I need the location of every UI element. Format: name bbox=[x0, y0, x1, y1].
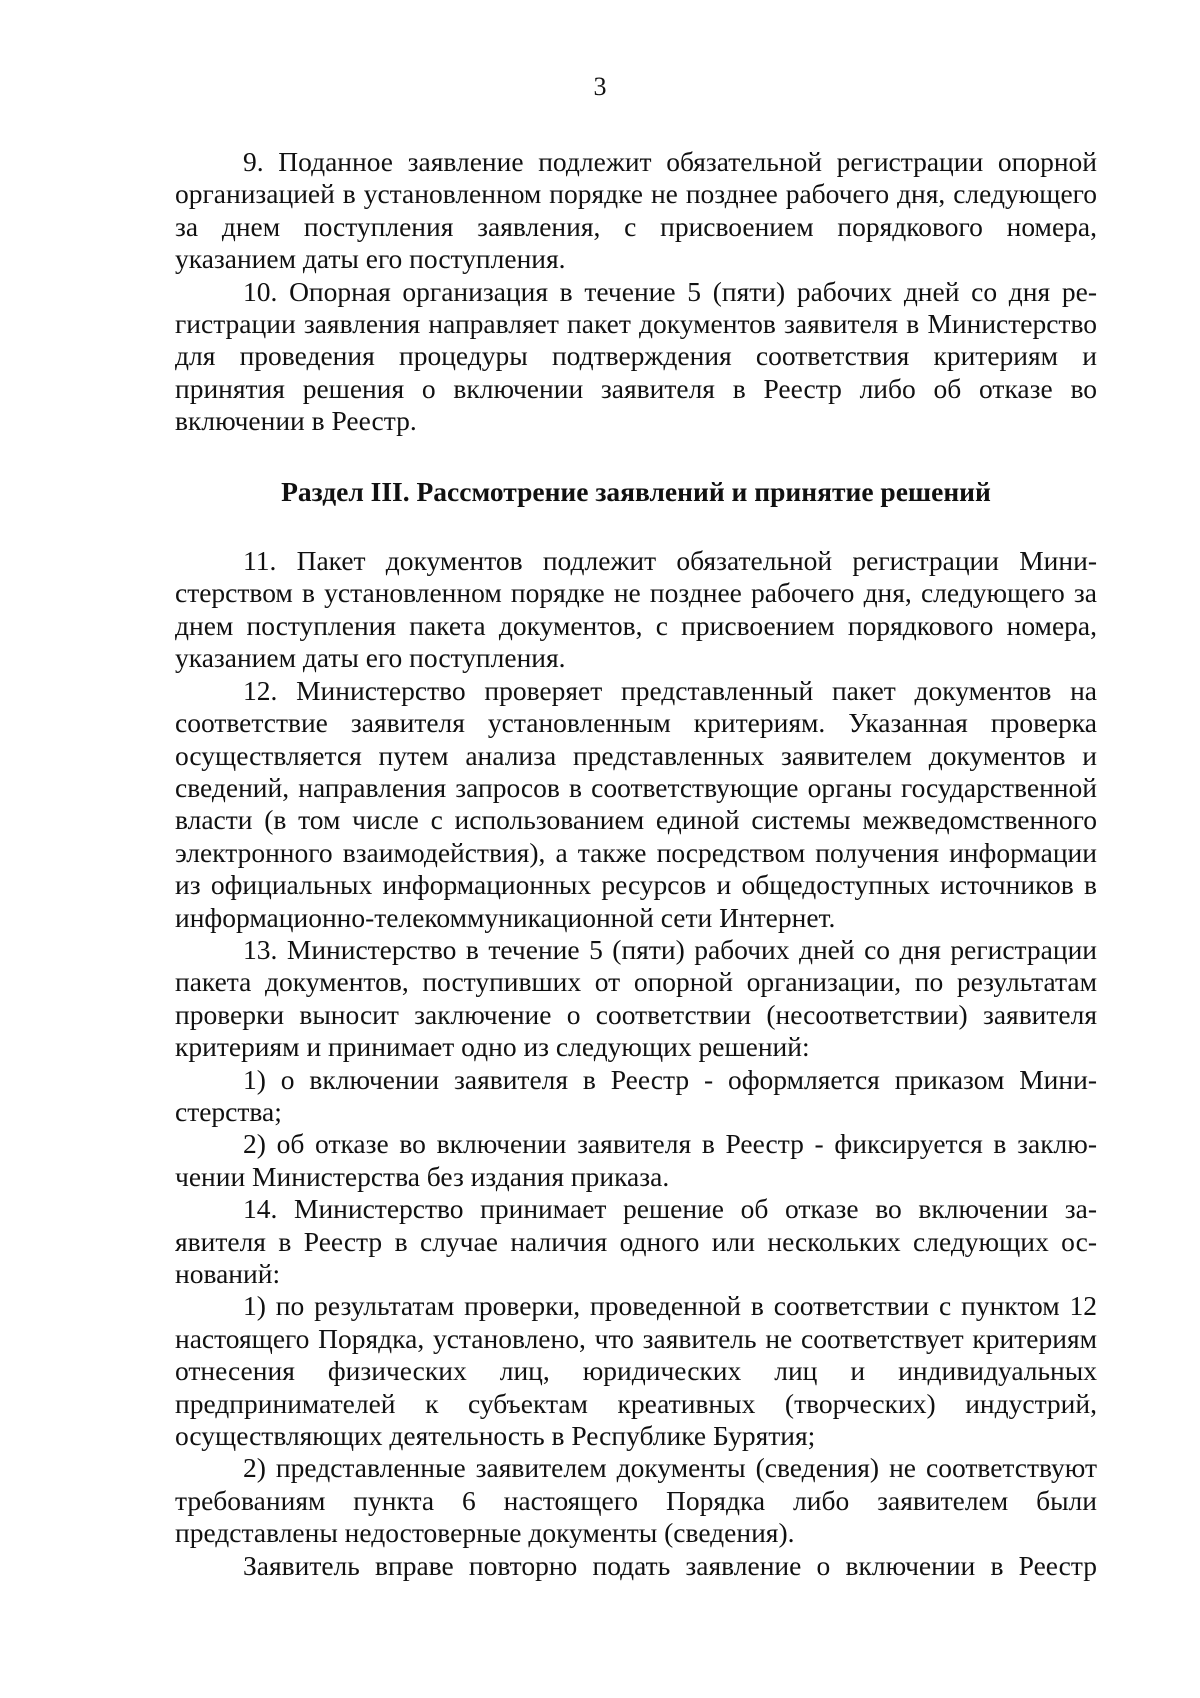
paragraph-13: 13. Министерство в течение 5 (пяти) рабочих дней со дня регистрации пакета документов, поступивших от опорной организации, по результатам проверки выносит заключение о соответствии (несоответствии) заявителя критериям и принимает одно из следующих решений: bbox=[175, 933, 1097, 1063]
paragraph-9: 9. Поданное заявление подлежит обязательной регистрации опорной организацией в установленном порядке не позднее рабочего дня, следующего за днем поступления заявления, с присвоением порядкового номера, указанием даты его поступления. bbox=[175, 146, 1097, 275]
paragraph-12: 12. Министерство проверяет представленный пакет документов на соответствие заявителя установленным критериям. Указанная проверка осуществляется путем анализа представленных заявителем документов и сведений, направления запросов в соответствующие органы государственной власти (в том числе с использованием единой системы межведомственного электронного взаимодействия), а также посредством получения информации из официальных информационных ресурсов и общедоступных источников в информационно-телекоммуникационной сети Интернет. bbox=[175, 674, 1097, 933]
paragraph-13-item-2: 2) об отказе во включении заявителя в Реестр - фиксируется в заключении Министерства без издания приказа. bbox=[175, 1128, 1097, 1192]
paragraph-14: 14. Министерство принимает решение об отказе во включении заявителя в Реестр в случае наличия одного или нескольких следующих оснований: bbox=[175, 1193, 1097, 1289]
document-body bbox=[175, 146, 1097, 1582]
section-heading: Раздел III. Рассмотрение заявлений и принятие решений bbox=[281, 475, 991, 507]
page-number: 3 bbox=[593, 72, 607, 101]
paragraph-14-item-2: 2) представленные заявителем документы (сведения) не соответствуют требованиям пункта 6 настоящего Порядка либо заявителем были представлены недостоверные документы (сведения). bbox=[175, 1452, 1097, 1549]
paragraph-14-item-1: 1) по результатам проверки, проведенной в соответствии с пунктом 12 настоящего Порядка, установлено, что заявитель не соответствует критериям отнесения физических лиц, юридических лиц и индивидуальных предпринимателей к субъектам креативных (творческих) индустрий, осуществляющих деятельность в Республике Бурятия; bbox=[175, 1290, 1097, 1452]
paragraph-11: 11. Пакет документов подлежит обязательной регистрации Министерством в установленном порядке не позднее рабочего дня, следующего за днем поступления пакета документов, с присвоением порядкового номера, указанием даты его поступления. bbox=[175, 545, 1097, 674]
paragraph-10: 10. Опорная организация в течение 5 (пяти) рабочих дней со дня регистрации заявления направляет пакет документов заявителя в Министерство для проведения процедуры подтверждения соответствия критериям и принятия решения о включении заявителя в Реестр либо об отказе во включении в Реестр. bbox=[175, 275, 1097, 437]
paragraph-13-item-1: 1) о включении заявителя в Реестр - оформляется приказом Министерства; bbox=[175, 1063, 1097, 1127]
paragraph-continuation: Заявитель вправе повторно подать заявление о включении в Реестр bbox=[243, 1549, 1097, 1581]
